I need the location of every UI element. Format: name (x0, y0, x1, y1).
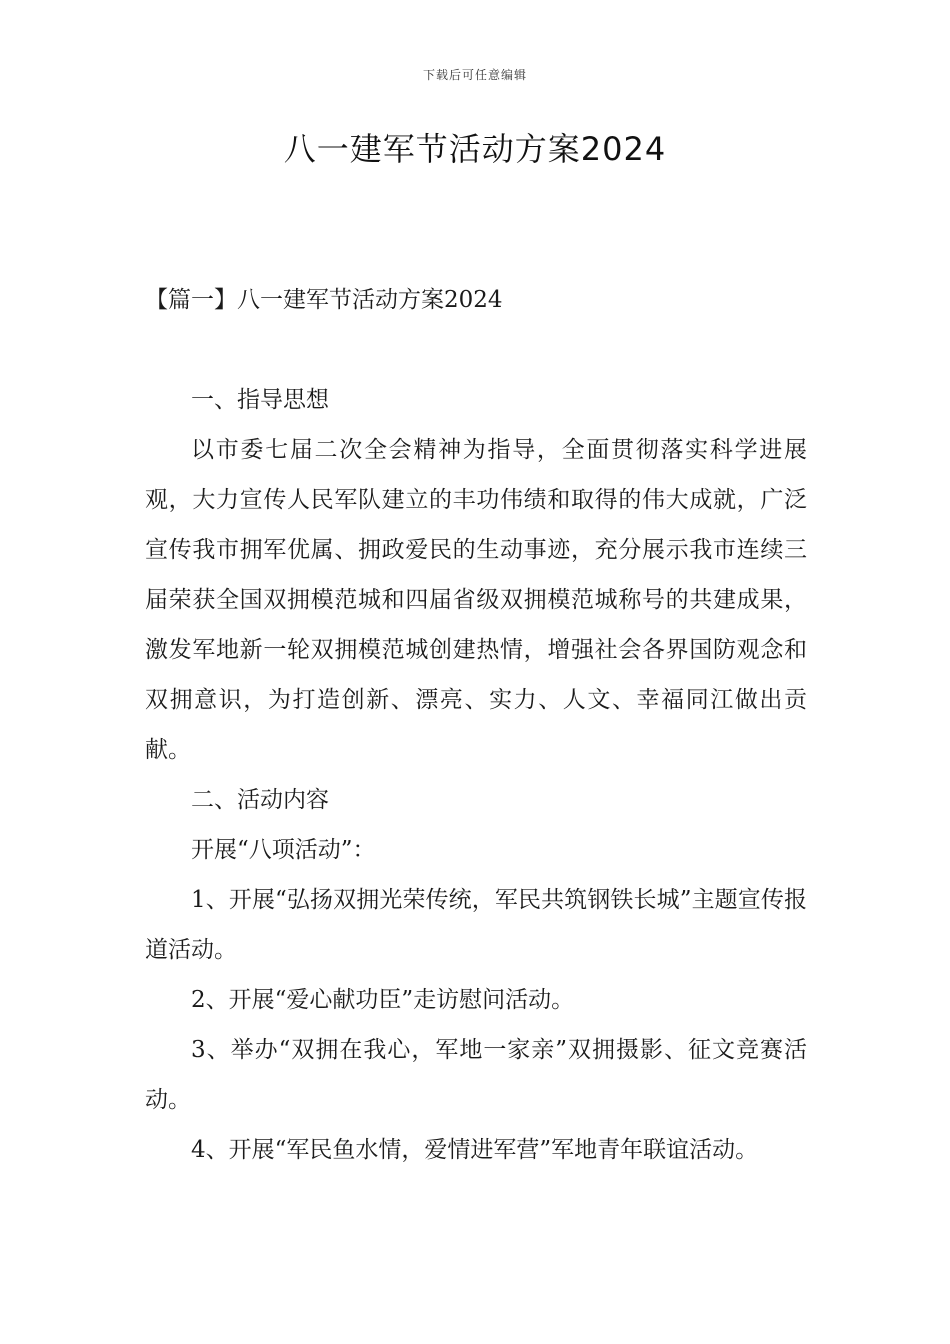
paragraph-eight-activities: 开展“八项活动”： (191, 837, 376, 863)
paragraph-guiding-ideology: 以市委七届二次全会精神为指导，全面贯彻落实科学进展观，大力宣传人民军队建立的丰功伟绩和取得的伟大成就，广泛宣传我市拥军优属、拥政爱民的生动事迹，充分展示我市连续三届荣获全国双拥模范城和四届省级双拥模范城称号的共建成果，激发军地新一轮双拥模范城创建热情，增强社会各界国防观念和双拥意识，为打造创新、漂亮、实力、人文、幸福同江做出贡献。 (145, 437, 807, 763)
paragraph-activity-1: 1、开展“弘扬双拥光荣传统，军民共筑钢铁长城”主题宣传报道活动。 (145, 887, 807, 963)
paragraph-activity-4: 4、开展“军民鱼水情，爱情进军营”军地青年联谊活动。 (191, 1137, 759, 1163)
section-title: 【篇一】八一建军节活动方案2024 (145, 287, 503, 313)
paragraph-activity-3: 3、举办“双拥在我心，军地一家亲”双拥摄影、征文竞赛活动。 (145, 1037, 807, 1113)
document-title: 八一建军节活动方案2024 (283, 130, 667, 168)
document-body (145, 375, 807, 1175)
heading-guiding-ideology: 一、指导思想 (191, 387, 329, 413)
header-note: 下载后可任意编辑 (422, 68, 527, 82)
heading-activity-content: 二、活动内容 (191, 787, 329, 813)
paragraph-activity-2: 2、开展“爱心献功臣”走访慰问活动。 (191, 987, 575, 1013)
